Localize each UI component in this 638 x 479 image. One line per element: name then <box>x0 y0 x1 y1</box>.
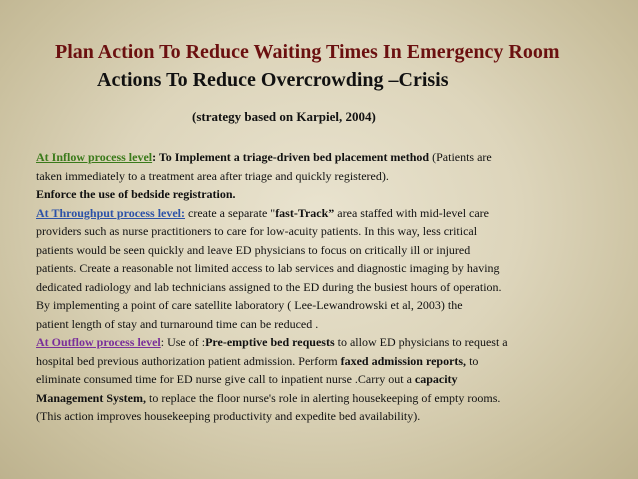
throughput-line-1 <box>36 204 636 223</box>
inflow-text-a: : To Implement <box>152 150 234 164</box>
slide-title: Plan Action To Reduce Waiting Times In Emergency Room <box>55 41 560 63</box>
throughput-line-4: patients. Create a reasonable not limited access to lab services and diagnostic imaging by having <box>36 261 500 275</box>
outflow-capacity: capacity <box>414 372 458 386</box>
throughput-fasttrack: fast-Track” <box>275 205 335 220</box>
inflow-label: At Inflow process level <box>36 150 153 164</box>
throughput-label: At Throughput process level: <box>36 205 186 220</box>
outflow-line-3 <box>36 370 636 389</box>
inflow-line-1 <box>36 148 636 167</box>
outflow-line-5: (This action improves housekeeping productivity and expedite bed availability). <box>36 409 421 423</box>
outflow-text-c: to allow ED physicians to request a <box>334 335 508 349</box>
outflow-l2-c: to <box>466 353 479 368</box>
inflow-line-3 <box>36 185 636 204</box>
throughput-line-3: patients would be seen quickly and leave ED physicians to focus on critically ill or injured <box>36 242 471 257</box>
throughput-line-7: patient length of stay and turnaround time can be reduced . <box>36 316 319 331</box>
slide-body <box>36 148 636 426</box>
outflow-faxed: faxed admission reports, <box>340 353 467 368</box>
outflow-line-1 <box>36 333 636 352</box>
strategy-note: (strategy based on Karpiel, 2004) <box>192 109 376 124</box>
throughput-line-6: By implementing a point of care satellite laboratory ( Lee-Lewandrowski et al, 2003) the <box>36 298 463 312</box>
throughput-line-2: providers such as nurse practitioners to care for low-acuity patients. In this way, less critical <box>36 224 478 238</box>
outflow-label: At Outflow process level <box>36 335 161 349</box>
outflow-text-a: : Use of : <box>160 335 206 349</box>
outflow-l3-a: eliminate consumed time for ED nurse give call to inpatient nurse .Carry out a <box>36 372 415 386</box>
inflow-text-c: (Patients are <box>429 150 492 164</box>
outflow-line-4 <box>36 389 636 408</box>
inflow-line-2: taken immediately to a treatment area after triage and quickly registered). <box>36 168 389 183</box>
throughput-text-c: area staffed with mid-level care <box>334 205 489 220</box>
inflow-bedside: Enforce the use of bedside registration. <box>36 187 236 201</box>
outflow-line-2 <box>36 352 636 371</box>
inflow-method: a triage-driven bed placement method <box>233 150 430 164</box>
outflow-l4-b: to replace the floor nurse's role in alerting housekeeping of empty rooms. <box>145 390 501 405</box>
slide-subtitle: Actions To Reduce Overcrowding –Crisis <box>97 69 449 91</box>
outflow-mgmt: Management System, <box>36 390 146 405</box>
throughput-line-5: dedicated radiology and lab technicians assigned to the ED during the busiest hours of operation. <box>36 279 502 294</box>
outflow-l2-a: hospital bed previous authorization patient admission. Perform <box>36 353 341 368</box>
outflow-preemptive: Pre-emptive bed requests <box>205 335 335 349</box>
throughput-text-a: create a separate " <box>185 205 276 220</box>
